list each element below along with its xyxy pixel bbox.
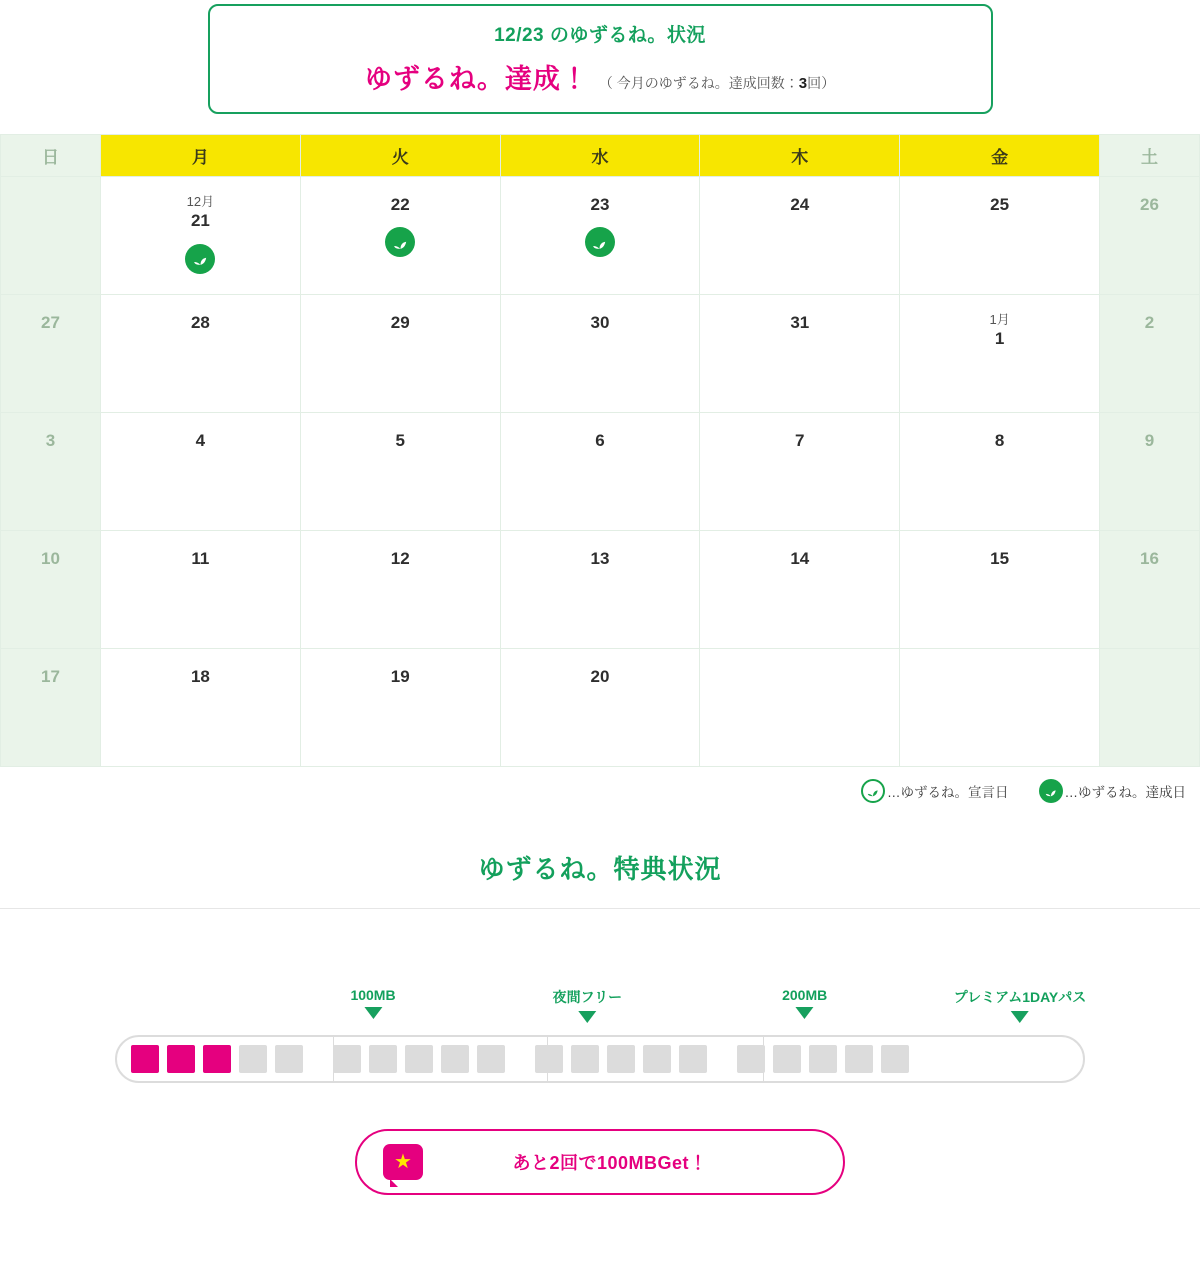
calendar-day-cell[interactable] — [900, 531, 1100, 649]
legend-achieved — [1039, 779, 1187, 803]
calendar-day-cell[interactable] — [300, 413, 500, 531]
benefit-marker-label: 夜間フリー — [552, 989, 623, 1005]
calendar-day-number: 18 — [190, 667, 210, 686]
calendar-day-cell[interactable] — [101, 177, 301, 295]
progress-cell — [679, 1045, 707, 1073]
calendar-day-number: 20 — [590, 667, 610, 686]
calendar-month-label: 1月 — [989, 312, 1010, 327]
sprout-filled-icon — [585, 227, 615, 257]
calendar-header-row — [1, 135, 1200, 177]
calendar-day-number: 24 — [790, 195, 810, 214]
progress-cell — [369, 1045, 397, 1073]
benefit-marker-label: 100MB — [350, 987, 396, 1003]
banner-monthly-count — [599, 73, 835, 93]
calendar-weekday-2: 火 — [300, 135, 500, 177]
calendar-day-cell[interactable] — [101, 531, 301, 649]
calendar-cell-empty — [700, 649, 900, 767]
benefit-marker-3 — [954, 987, 1087, 1023]
progress-cell — [535, 1045, 563, 1073]
status-banner — [208, 4, 993, 114]
benefit-marker-2 — [782, 987, 827, 1019]
calendar-day-number: 31 — [790, 313, 810, 332]
calendar-day-number: 16 — [1140, 549, 1159, 568]
cta-area — [0, 1129, 1200, 1225]
benefit-marker-label: 200MB — [782, 987, 828, 1003]
progress-cell — [239, 1045, 267, 1073]
calendar-day-number: 26 — [1140, 195, 1159, 214]
calendar-day-cell[interactable] — [1, 531, 101, 649]
calendar-day-cell[interactable] — [1100, 295, 1200, 413]
calendar-day-cell[interactable] — [300, 295, 500, 413]
calendar-day-number: 4 — [195, 431, 206, 450]
calendar-day-number: 13 — [590, 549, 610, 568]
calendar-header — [1, 135, 1200, 177]
calendar-cell-empty — [1, 177, 101, 295]
benefits-progress-area — [0, 987, 1200, 1083]
progress-cell — [773, 1045, 801, 1073]
calendar-day-cell[interactable] — [1, 295, 101, 413]
calendar-day-number: 8 — [994, 431, 1005, 450]
progress-cell — [571, 1045, 599, 1073]
calendar-day-number: 3 — [45, 431, 56, 450]
calendar-cell-empty — [900, 649, 1100, 767]
progress-cell — [881, 1045, 909, 1073]
next-benefit-callout[interactable] — [355, 1129, 845, 1195]
legend-declared — [861, 779, 1009, 803]
calendar-week-row — [1, 531, 1200, 649]
banner-sub-suffix: 回） — [807, 75, 836, 91]
calendar-day-cell[interactable] — [1100, 531, 1200, 649]
calendar-week-row — [1, 295, 1200, 413]
calendar-day-number: 17 — [41, 667, 60, 686]
calendar-day-number: 29 — [390, 313, 410, 332]
calendar-day-cell[interactable] — [101, 295, 301, 413]
calendar-day-number: 27 — [41, 313, 60, 332]
calendar-day-cell[interactable] — [300, 177, 500, 295]
calendar-day-cell[interactable] — [500, 295, 700, 413]
calendar-body — [1, 177, 1200, 767]
sprout-outline-icon — [861, 779, 885, 803]
benefits-title: ゆずるね。特典状況 — [478, 854, 722, 884]
calendar — [0, 134, 1200, 767]
calendar-day-cell[interactable] — [500, 649, 700, 767]
benefit-marker-0 — [350, 987, 395, 1019]
calendar-day-number: 21 — [190, 211, 210, 231]
calendar-day-number: 10 — [41, 549, 60, 568]
banner-title: 12/23 のゆずるね。状況 — [494, 25, 706, 46]
progress-cell — [607, 1045, 635, 1073]
calendar-day-cell[interactable] — [500, 413, 700, 531]
progress-cell — [405, 1045, 433, 1073]
calendar-day-cell[interactable] — [900, 295, 1100, 413]
calendar-cell-empty — [1100, 649, 1200, 767]
calendar-day-cell[interactable] — [300, 531, 500, 649]
calendar-day-cell[interactable] — [300, 649, 500, 767]
calendar-day-cell[interactable] — [101, 413, 301, 531]
calendar-day-cell[interactable] — [700, 177, 900, 295]
triangle-down-icon — [364, 1007, 382, 1019]
calendar-day-number: 25 — [990, 195, 1010, 214]
calendar-day-cell[interactable] — [900, 177, 1100, 295]
progress-cell — [643, 1045, 671, 1073]
calendar-day-cell[interactable] — [500, 177, 700, 295]
sprout-filled-icon — [1039, 779, 1063, 803]
calendar-day-number: 30 — [590, 313, 610, 332]
calendar-day-number: 11 — [191, 549, 210, 568]
calendar-day-cell[interactable] — [101, 649, 301, 767]
star-glyph: ★ — [394, 1151, 412, 1173]
calendar-day-cell[interactable] — [1, 649, 101, 767]
calendar-week-row — [1, 177, 1200, 295]
progress-cell — [477, 1045, 505, 1073]
banner-main-row — [220, 57, 981, 96]
legend-achieved-label: …ゆずるね。達成日 — [1064, 785, 1186, 800]
calendar-week-row — [1, 649, 1200, 767]
progress-cell — [131, 1045, 159, 1073]
calendar-weekday-6: 土 — [1100, 135, 1200, 177]
calendar-day-number: 1 — [994, 329, 1005, 349]
calendar-legend — [0, 767, 1200, 803]
benefit-marker-1 — [553, 987, 622, 1023]
progress-cell — [203, 1045, 231, 1073]
progress-cell — [845, 1045, 873, 1073]
sprout-filled-icon — [385, 227, 415, 257]
progress-cell — [167, 1045, 195, 1073]
banner-sub-count: 3 — [798, 75, 808, 92]
calendar-day-number: 15 — [990, 549, 1010, 568]
benefit-marker-label: プレミアム1DAYパス — [953, 989, 1087, 1005]
calendar-day-cell[interactable] — [1, 413, 101, 531]
progress-cell — [333, 1045, 361, 1073]
calendar-day-number: 6 — [595, 431, 605, 450]
triangle-down-icon — [796, 1007, 814, 1019]
calendar-day-number: 19 — [390, 667, 410, 686]
progress-cell — [275, 1045, 303, 1073]
calendar-day-number: 12 — [390, 549, 410, 568]
calendar-weekday-3: 水 — [500, 135, 700, 177]
calendar-day-number: 14 — [790, 549, 810, 568]
calendar-day-number: 5 — [395, 431, 405, 450]
benefit-progress-bar — [115, 1035, 1085, 1083]
triangle-down-icon — [1011, 1011, 1029, 1023]
status-banner-area — [0, 0, 1200, 114]
calendar-day-cell[interactable] — [700, 295, 900, 413]
calendar-weekday-4: 木 — [700, 135, 900, 177]
benefits-progress-inner — [115, 987, 1085, 1083]
triangle-down-icon — [578, 1011, 596, 1023]
calendar-day-cell[interactable] — [1100, 177, 1200, 295]
calendar-day-number: 23 — [590, 195, 610, 214]
calendar-weekday-5: 金 — [900, 135, 1100, 177]
section-divider — [0, 908, 1200, 909]
calendar-weekday-0: 日 — [1, 135, 101, 177]
calendar-day-number: 22 — [390, 195, 410, 214]
legend-declared-label: …ゆずるね。宣言日 — [887, 785, 1009, 800]
calendar-day-cell[interactable] — [700, 413, 900, 531]
calendar-day-cell[interactable] — [500, 531, 700, 649]
calendar-day-cell[interactable] — [1100, 413, 1200, 531]
calendar-weekday-1: 月 — [101, 135, 301, 177]
calendar-week-row — [1, 413, 1200, 531]
calendar-day-number: 2 — [1144, 313, 1155, 332]
banner-sub-prefix: （ 今月のゆずるね。達成回数： — [598, 75, 799, 91]
star-badge-icon — [383, 1144, 423, 1180]
progress-cell — [441, 1045, 469, 1073]
banner-achievement-text: ゆずるね。達成！ — [364, 64, 589, 94]
calendar-day-number: 7 — [795, 431, 805, 450]
benefit-markers — [115, 987, 1085, 1035]
sprout-filled-icon — [185, 244, 215, 274]
calendar-day-cell[interactable] — [900, 413, 1100, 531]
cta-text: あと2回で100MBGet！ — [512, 1153, 708, 1173]
calendar-day-cell[interactable] — [700, 531, 900, 649]
progress-cell — [809, 1045, 837, 1073]
calendar-day-number: 28 — [190, 313, 210, 332]
calendar-month-label: 12月 — [186, 194, 215, 209]
progress-cells — [131, 1045, 909, 1073]
calendar-day-number: 9 — [1144, 431, 1155, 450]
progress-cell — [737, 1045, 765, 1073]
